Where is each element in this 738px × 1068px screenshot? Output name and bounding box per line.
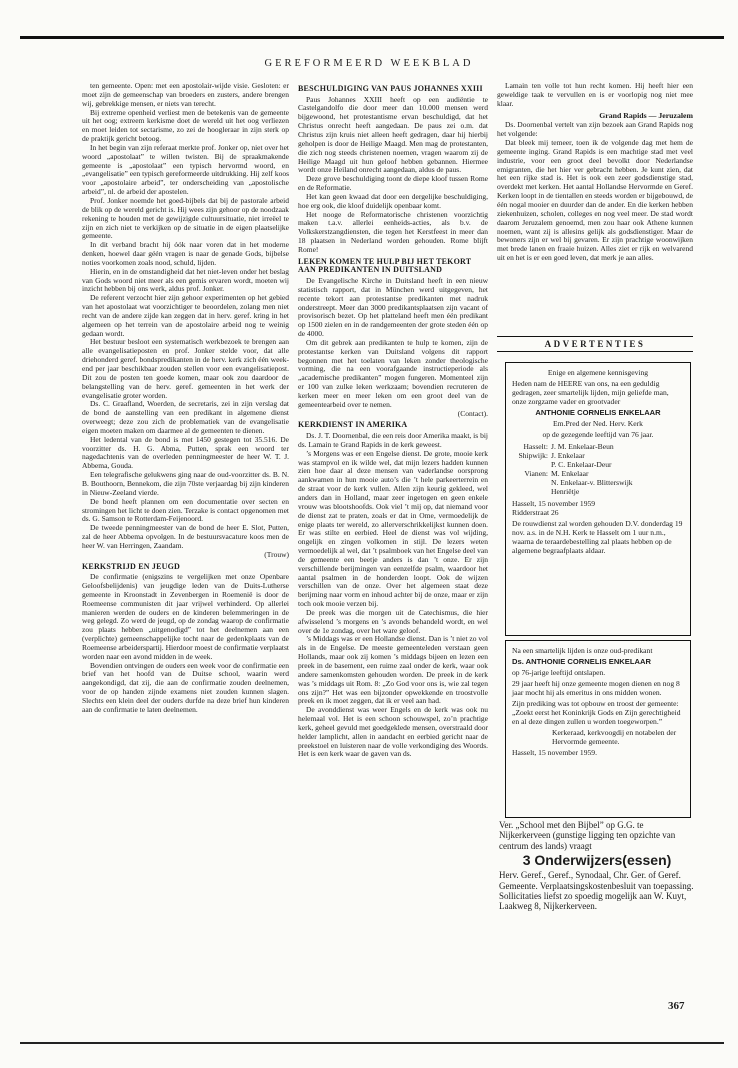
notice2-text2: Zijn prediking was tot opbouw en troost der gemeente: „Zoekt eerst het Koninkrijk Gods en Zijn gerechtigheid en al deze dingen zullen u worden toegeworpen.” — [512, 699, 681, 726]
paragraph: De Evangelische Kirche in Duitsland heeft in een nieuw statistisch rapport, dat in München werd uitgegeven, het recente tekort aan protestantse predikanten met nadruk onderstreept. Meer dan 3000 predikantsplaatsen zijn vacant of provisorisch bezet. Op het platteland heeft men één predikant op 1500 zielen en in de randgemeenten der grote steden één op de 4000. — [298, 275, 488, 339]
paragraph: Het nooge de Reformatorische christenen voorzichtig maken t.a.v. allerlei eenheids-acties, als b.v. de Volkskerstzangdiensten, die tegen het Kerstfeest in meer dan 18 plaatsen in Nederland worden gehouden. Rome blijft Rome! — [298, 209, 488, 254]
top-rule — [20, 36, 724, 39]
paragraph: Bovendien ontvingen de ouders een week voor de confirmatie een brief van het hoofd van de Duitse school, waarin werd aangekondigd, dat zij, die aan de confirmatie zouden deelnemen, voor de op handen zijnde examens niet zouden kunnen slagen. Slechts een klein deel der ouders durfde na deze brief hun kinderen aan de confirmatie te laten deelnemen. — [82, 660, 289, 714]
family-place: Shipwijk: — [518, 451, 548, 460]
family-place — [512, 478, 548, 487]
paragraph: De preek was die morgen uit de Catechismus, die hier afwisselend ’s morgens en ’s avonds behandeld wordt, en wel over de 1e zondag, over het ware geloof. — [298, 607, 488, 635]
col2-paragraphs-3 — [298, 432, 488, 759]
family-place — [512, 460, 548, 469]
heading-leken: LEKEN KOMEN TE HULP BIJ HET TEKORT AAN PREDIKANTEN IN DUITSLAND — [298, 256, 472, 275]
deceased-age: op de gezegende leeftijd van 76 jaar. — [542, 430, 654, 439]
death-notice-family — [505, 362, 691, 636]
paragraph: ’s Middags was er een Hollandse dienst. Dan is ’t niet zo vol als in de Engelse. De meeste gemeenteleden verstaan geen Hollands, maar ook zij komen ’s middags bijeen en lezen een preek in de basement, een ruime zaal onder de kerk, waar ook andere samenkomsten gehouden worden. De preek in de kerk was ’s middags uit Rom. 8: „Zo God voor ons is, wie zal tegen ons zijn?” Het was een bijzonder opwekkende en troostvolle preek en ik moet zeggen, dat ik er veel aan had. — [298, 634, 488, 706]
paragraph: De referent verzocht hier zijn gehoor experimenten op het gebied van het apostolaat wat voorzichtiger te beoordelen, zolang men niet recht van de andere zijde kan zeggen dat in herv. geref. kring in het algemeen op het terrein van de apostolaire arbeid nog te weinig gedaan wordt. — [82, 293, 289, 338]
paragraph: De tweede penningmeester van de bond de heer E. Slot, Putten, zal de heer Abbema opvolgen. In de bestuursvacature koos men de heer W. van Herringen, Zaandam. — [82, 523, 289, 550]
job-ad-headline: 3 Onderwijzers(essen) — [522, 852, 672, 869]
paragraph: Het ledental van de bond is met 1450 gestegen tot 35.516. De voorzitter ds. H. G. Abma, Putten, sprak een woord ter nagedachtenis van de overleden penningmeester de heer W. T. J. Abbema, Gouda. — [82, 434, 289, 471]
column-1 — [82, 82, 289, 1032]
family-place: Vianen: — [524, 469, 548, 478]
paragraph: De confirmatie (enigszins te vergelijken met onze Openbare Geloofsbelijdenis) van jeugdige leden van de Duits-Lutherse gemeente in Kroonstadt in Zevenbergen in Roemenië is door de Roemeense communisten dit jaar vrijwel verhinderd. Op allerlei manieren werden de ouders en de kinderen belemmeringen in de weg gelegd. Zo werd de jeugd, op de zondag waarop de confirmatie zou plaats hebben „uitgenodigd” tot het deelnemen aan een (verplichte) gemeenschappelijke tocht naar de gedenkplaats van de Roemeense arbeiderspartij. Hierdoor moest de confirmatie verplaatst worden naar een avond midden in de week. — [82, 572, 289, 661]
source-signature: (Trouw) — [264, 549, 289, 559]
paragraph: ten gemeente. Open: met een apostolair-wijde visie. Gesloten: er moet zijn de gemeenschap van broeders en zusters, andere brengen wij, gebrekkige mensen, er niets van terecht. — [82, 82, 289, 108]
family-place: Hasselt: — [523, 442, 548, 451]
col3-paragraphs-2 — [497, 121, 693, 263]
paragraph: Prof. Jonker noemde het goed-bijbels dat bij de pastorale arbeid de blik op de wereld gericht is. Hij wees zijn gehoor op de noodzaak rekening te houden met de gewijzigde cultuursituatie, niet irreëel te zijn en zich niet te verkijken op de situatie in de eigen plaatselijke gemeente. — [82, 195, 289, 241]
heading-beschuldiging: BESCHULDIGING VAN PAUS JOHANNES XXIII — [298, 84, 483, 93]
family-names: N. Enkelaar-v. Blitterswijk — [551, 478, 633, 487]
paragraph: Dat bleek mij temeer, toen ik de volgende dag met hem de gemeente inging. Grand Rapids is een machtige stad met veel industrie, voor een groot deel bevolkt door Nederlandse emigranten, die het hier ver gebracht hebben. Je kunt zien, dat het een rijke stad is. Het is ook een zeer godsdienstige stad, overdekt met kerken. Het aantal Hollandse Hervormde en Geref. Kerken loopt in de tientallen en steeds worden er bijgebouwd, de één nogal mooier en duurder dan de ander. En die kerken hebben ziekenhuizen, scholen, colleges en nog veel meer. De stad wordt daarom Jeruzalem genoemd, men zou haar ook Athene kunnen noemen, want zij is allesins gelijk als godsdienstiger. Maar de bewoners zijn er wel bij gevaren. Er zijn prachtige woonwijken met brede lanen en fraaie huizen. Alles ziet er rijk en welvarend uit en het is er een goed leven, dat merk je aan alles. — [497, 138, 693, 263]
paragraph: Lamain ten volle tot hun recht komen. Hij heeft hier een geweldige taak te vervullen en is er voorlopig nog niet mee klaar. — [497, 82, 693, 108]
notice-address: Ridderstraat 26 — [512, 508, 559, 517]
page-number: 367 — [668, 1000, 685, 1012]
col1-paragraphs — [82, 82, 289, 551]
job-advertisement — [499, 820, 695, 912]
death-notice-church — [505, 640, 691, 818]
paragraph: De bond heeft plannen om een documentatie over secten en stromingen het licht te doen zien. Terzake is contact opgenomen met ds. G. Samson te Rotterdam-Feijenoord. — [82, 496, 289, 524]
paragraph: Paus Johannes XXIII heeft op een audiëntie te Castelgandolfo die door meer dan 10.000 mensen werd bijgewoond, het protestantisme ervan beschuldigd, dat het Christus onrecht heeft aangedaan. De paus zei o.m. dat Christus zijn kruis niet alleen heeft gedragen, daar hij hierbij geholpen is door de Heilige Maagd. Men mag de protestanten, die zich nog steeds christenen noemen, vragen waarom zij de Heilige Maagd uit hun geloof hebben gebannen. Hiermee wordt onze Heiland onrecht aangedaan, aldus de paus. — [298, 94, 488, 175]
paragraph: Ds. J. T. Doornenbal, die een reis door Amerika maakt, is bij ds. Lamain te Grand Rapids in de kerk geweest. — [298, 431, 488, 449]
family-list — [512, 442, 684, 496]
heading-grand-rapids: Grand Rapids — Jeruzalem — [599, 110, 693, 120]
paragraph: Hierin, en in de omstandigheid dat het niet-leven onder het beslag van Gods woord niet meer als een gemis ervaren wordt, moeten wij inzicht hebben bij ons werk, aldus prof. Jonker. — [82, 266, 289, 294]
paragraph: Het bestuur besloot een systematisch werkbezoek te brengen aan alle evangelisatieposten en prof. Jonker stelde voor, dat alle driehonderd geref. bondspredikanten in de herv. kerk zich één week-end per jaar beschikbaar zouden stellen voor een evangelisatiepost. Dit zou de posten ten goede komen, maar ook zou daardoor de belangstelling van de herv. geref. gemeenten in het werk der evangelisatie groter worden. — [82, 337, 289, 400]
family-names: J. M. Enkelaar-Beun — [551, 442, 614, 451]
paragraph: Ds. Doornenbal vertelt van zijn bezoek aan Grand Rapids nog het volgende: — [497, 120, 693, 139]
notice2-sign: Kerkeraad, kerkvoogdij en notabelen der Hervormde gemeente. — [552, 728, 677, 746]
column-2 — [298, 82, 488, 1032]
source-signature-contact: (Contact). — [457, 408, 488, 418]
job-ad-intro: Ver. „School met den Bijbel” op G.G. te Nijkerkerveen (gunstige ligging ten opzichte van centrum des lands) vraagt — [499, 820, 676, 851]
paragraph: ’s Morgens was er een Engelse dienst. De grote, mooie kerk was stampvol en ik wilde wel, dat mijn lezers hadden kunnen zien hoe daar al deze mensen van vaderlandse oorsprong aankwamen in hun mooie auto’s die ’t hele parkeerterrein en de straat voor de kerk vullen. Allen zijn keurig gekleed, wel anders dan in Holland, maar zeer ingetogen en geen enkele vrouw was blootshoofds. Ook viel ’t mij op, dat niemand voor de dienst zat te praten, zoals er dat in Ome, vermoedelijk de enige plaats ter wereld, zo allerverschrikkelijkst kunnen doen. Er was stilte en eerbied. Heel de dienst was vol wijding, ongelijk en zingen volkomen in stijl. De lezers weten vermoedelijk al wel, dat ’t psalmboek van het Engelse deel van de gemeente een beetje anders is dan ’t onze. Er zijn verschillende berijmingen van eenzelfde psalm, waardoor het aantal psalmen in de honderden loopt. Ook de wijzen verschillen van de onze. Over het algemeen staat deze berijming naar vorm en inhoud achter bij de onze, maar er zijn toch ook mooie verzen bij. — [298, 448, 488, 609]
notice-text: Heden nam de HEERE van ons, na een geduldig gedragen, zeer smartelijk lijden, mijn geliefde man, onze zorgzame vader en grootvader — [512, 379, 669, 406]
family-names: J. Enkelaar — [551, 451, 585, 460]
notice2-intro: Na een smartelijk lijden is onze oud-predikant — [512, 646, 653, 655]
deceased-name: ANTHONIE CORNELIS ENKELAAR — [535, 408, 661, 417]
paragraph: Deze grove beschuldiging toont de diepe kloof tussen Rome en de Reformatie. — [298, 174, 488, 193]
deceased2-name: Ds. ANTHONIE CORNELIS ENKELAAR — [512, 657, 651, 666]
col3-paragraphs-1 — [497, 82, 693, 109]
family-names: P. C. Enkelaar-Deur — [551, 460, 612, 469]
deceased-role: Em.Pred der Ned. Herv. Kerk — [553, 419, 643, 428]
paragraph: De avonddienst was weer Engels en de kerk was ook nu helemaal vol. Het is een schoon schouwspel, zo’n prachtige kerk, geheel gevuld met goedgeklede mensen, overstraald door helder lamplicht, allen in aandacht en eerbied gericht naar de preekstoel en luisteren naar de volle verkondiging des Woords. Het is een kerk waar de gaven van ds. — [298, 705, 488, 759]
family-names: Henriëtje — [551, 487, 580, 496]
notice2-date: Hasselt, 15 november 1959. — [512, 748, 597, 757]
paragraph: Een telegrafische gelukwens ging naar de oud-voorzitter ds. B. N. B. Bouthoorn, Bennekom, die zijn 70ste verjaardag bij zijn kinderen in Nieuw-Zeeland vierde. — [82, 470, 289, 497]
paragraph: Ds. C. Graafland, Woerden, de secretaris, zei in zijn verslag dat de bond de aanstelling van een predikant in algemene dienst overweegt; deze zou zich de problematiek van de evangelisatie eigen moeten maken om daarmee al de gemeenten te dienen. — [82, 399, 289, 435]
job-ad-requirements: Herv. Geref., Geref., Synodaal, Chr. Ger. of Geref. Gemeente. Verplaatsingskostenbesluit van toepassing. — [499, 870, 694, 891]
col2-paragraphs-2 — [298, 277, 488, 410]
paragraph: In het begin van zijn referaat merkte prof. Jonker op, niet over het woord „apostolaat” te willen twisten. Bij de spraakmakende gemeente is „apostolaat” een typisch hervormd woord, en „evangelisatie” een typisch gereformeerde uitdrukking. Hij zelf koos voor „apostolaire arbeid”, ter onderscheiding van „apostolische arbeid”, nl. de arbeid der apostelen. — [82, 142, 289, 197]
notice-intro: Enige en algemene kennisgeving — [547, 368, 649, 377]
family-names: M. Enkelaar — [551, 469, 589, 478]
deceased2-age: op 76-jarige leeftijd ontslapen. — [512, 668, 606, 677]
col2-paragraphs-1 — [298, 96, 488, 255]
paragraph: Het kan geen kwaad dat door een dergelijke beschuldiging, hoe erg ook, die kloof duidelijk openbaar komt. — [298, 191, 488, 210]
heading-kerkstrijd: KERKSTRIJD EN JEUGD — [82, 561, 181, 571]
paragraph: Om dit gebrek aan predikanten te hulp te komen, zijn de protestantse kerken van Duitsland volgens dit rapport begonnen met het toelaten van leken zonder theologische vorming, die na een voorafgaande instructieperiode als „academische predikanten” mogen fungeren. Momenteel zijn er 100 van zulke leken werkzaam; bovendien recruteren de kerken meer en meer leken om een groot deel van de gemeentearbeid over te nemen. — [298, 337, 488, 409]
advertenties-title: ADVERTENTIES — [497, 336, 693, 352]
notice2-text1: 29 jaar heeft hij onze gemeente mogen dienen en nog 8 jaar mocht hij als emeritus in ons midden wonen. — [512, 679, 680, 697]
notice-date: Hasselt, 15 november 1959 — [512, 499, 596, 508]
paragraph: In dit verband bracht hij óók naar voren dat in het moderne denken, hoewel daar géén vragen is naar de genade Gods, bijbelse noties voorkomen zoals nood, schuld, lijden. — [82, 240, 289, 267]
bottom-rule — [20, 1042, 724, 1044]
family-place — [512, 487, 548, 496]
col1-paragraphs-2 — [82, 573, 289, 715]
job-ad-contact: Sollicitaties liefst zo spoedig mogelijk aan W. Kuyt, Laakweg 8, Nijkerkerveen. — [499, 891, 687, 912]
paragraph: Bij extreme openheid verliest men de betekenis van de gemeente uit het oog; extreem kerkisme doet de wereld uit het oog verliezen en moet leiden tot sectarisme, zo zei de hoogleraar in zijn sterk op de praktijk gericht betoog. — [82, 107, 289, 144]
masthead: GEREFORMEERD WEEKBLAD — [264, 58, 474, 69]
heading-kerkdienst-amerika: KERKDIENST IN AMERIKA — [298, 420, 408, 430]
funeral-text: De rouwdienst zal worden gehouden D.V. donderdag 19 nov. a.s. in de N.H. Kerk te Hasselt om 1 uur n.m., waarna de teraardebestelling zal plaats hebben op de algemene begraafplaats aldaar. — [512, 519, 683, 555]
